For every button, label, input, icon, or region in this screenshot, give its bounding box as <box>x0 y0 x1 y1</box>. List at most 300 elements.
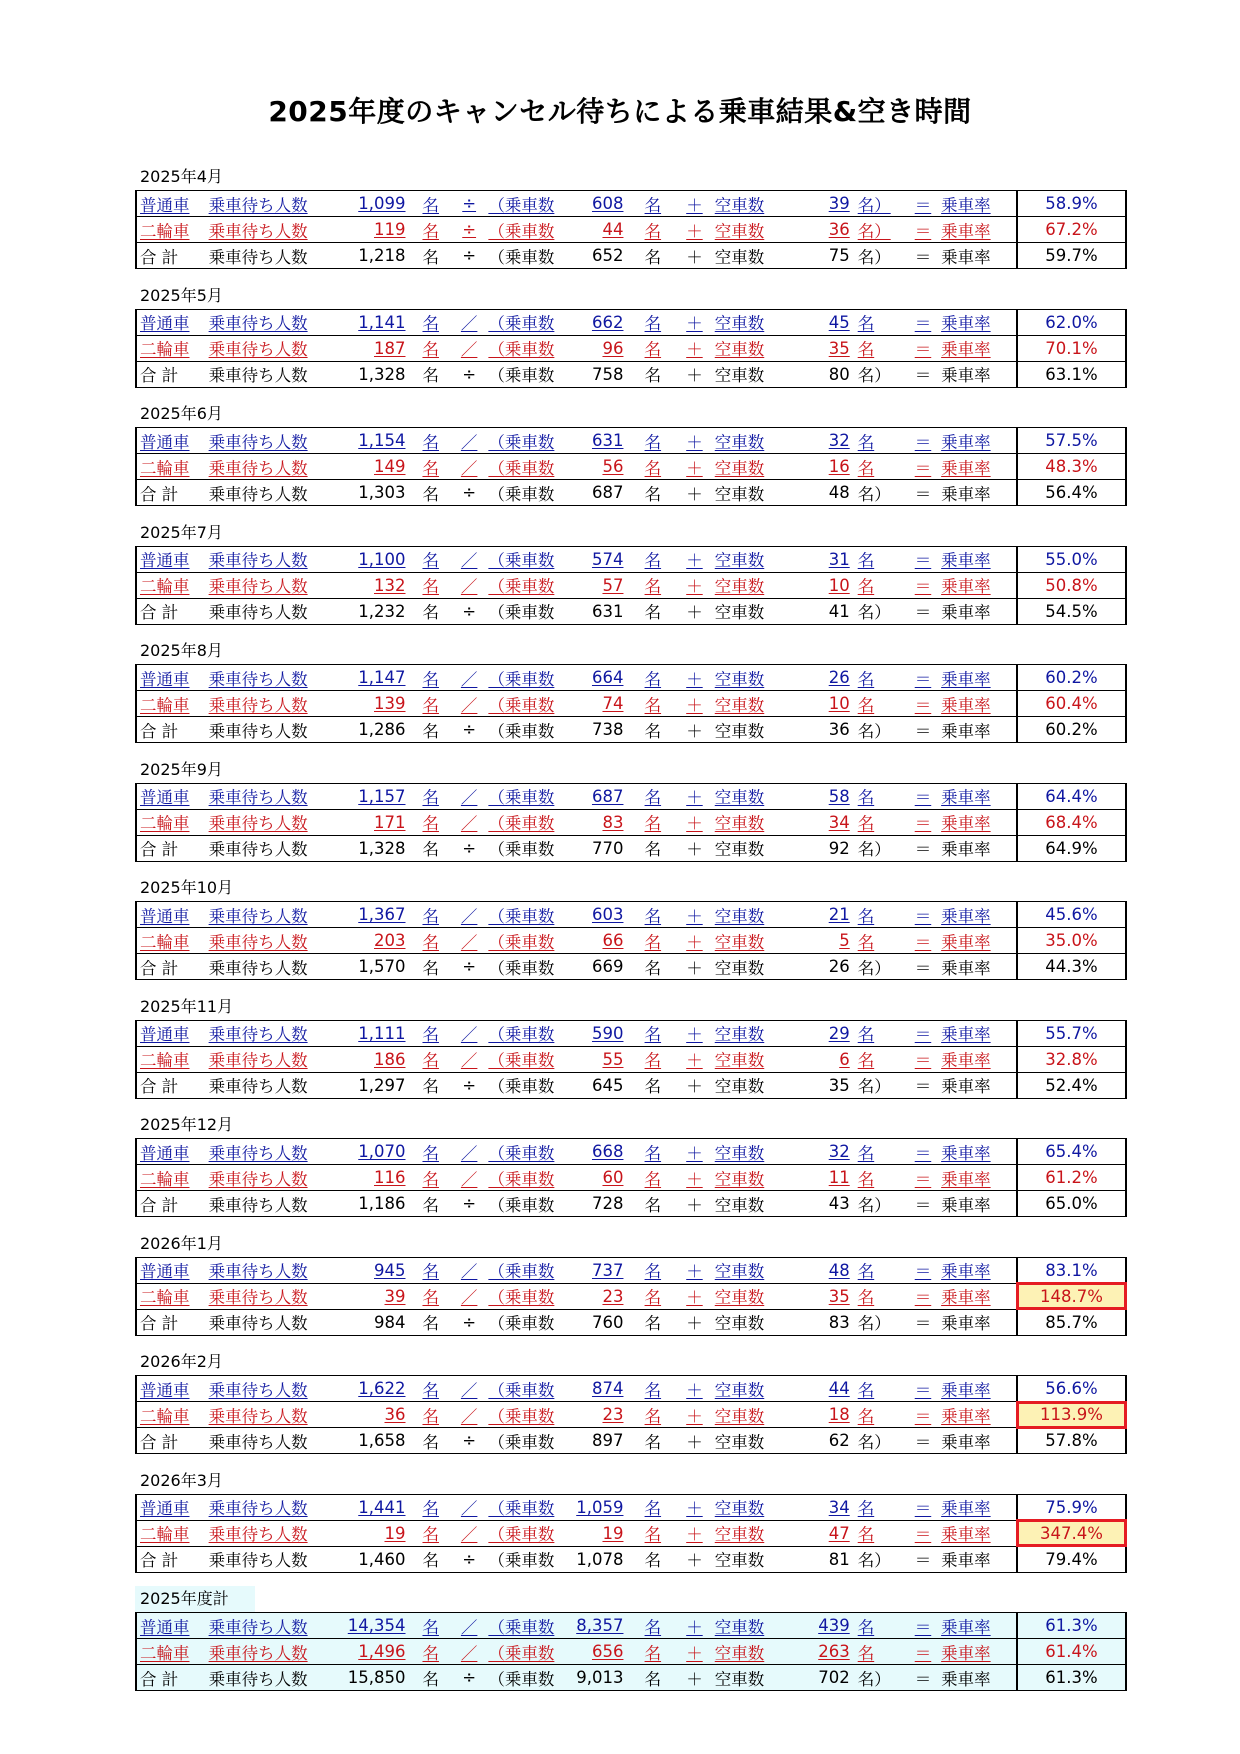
empty-label: 空車数 <box>715 1072 800 1098</box>
operator: ／ <box>450 1613 488 1639</box>
wait-count: 15,850 <box>330 1665 411 1691</box>
wait-label: 乗車待ち人数 <box>209 598 331 624</box>
unit-label: 名 <box>631 1428 674 1454</box>
ride-label: （乗車数 <box>488 783 569 809</box>
ride-label: （乗車数 <box>488 572 569 598</box>
two-wheel-row <box>136 928 1126 954</box>
unit-close-label: 名） <box>856 1072 905 1098</box>
rate-label: 乗車率 <box>941 1665 1017 1691</box>
plus-sign: ＋ <box>674 1309 715 1335</box>
equals-sign: ＝ <box>905 1139 941 1165</box>
total-row <box>136 1546 1126 1572</box>
rate-label: 乗車率 <box>941 598 1017 624</box>
wait-label: 乗車待ち人数 <box>209 191 331 217</box>
plus-sign: ＋ <box>674 454 715 480</box>
ride-count: 758 <box>570 361 632 387</box>
plus-sign: ＋ <box>674 835 715 861</box>
unit-label: 名 <box>412 717 450 743</box>
unit-label: 名 <box>631 1165 674 1191</box>
unit-label: 名 <box>631 454 674 480</box>
ride-label: （乗車数 <box>488 665 569 691</box>
boarding-rate: 61.4% <box>1017 1639 1126 1665</box>
unit-label: 名 <box>412 1191 450 1217</box>
equals-sign: ＝ <box>905 480 941 506</box>
result-table <box>135 309 1127 388</box>
wait-count: 1,070 <box>330 1139 411 1165</box>
normal-car-row <box>136 1376 1126 1402</box>
empty-label: 空車数 <box>715 954 800 980</box>
operator: ／ <box>450 928 488 954</box>
empty-count: 32 <box>800 428 856 454</box>
unit-close-label: 名） <box>856 217 905 243</box>
empty-count: 702 <box>800 1665 856 1691</box>
empty-count: 10 <box>800 691 856 717</box>
wait-label: 乗車待ち人数 <box>209 243 331 269</box>
wait-label: 乗車待ち人数 <box>209 1613 331 1639</box>
plus-sign: ＋ <box>674 1191 715 1217</box>
wait-count: 1,286 <box>330 717 411 743</box>
unit-label: 名 <box>631 309 674 335</box>
wait-count: 1,099 <box>330 191 411 217</box>
ride-label: （乗車数 <box>488 809 569 835</box>
empty-label: 空車数 <box>715 598 800 624</box>
rate-label: 乗車率 <box>941 928 1017 954</box>
empty-count: 75 <box>800 243 856 269</box>
rate-label: 乗車率 <box>941 1494 1017 1520</box>
unit-label: 名 <box>412 1402 450 1428</box>
plus-sign: ＋ <box>674 428 715 454</box>
rate-label: 乗車率 <box>941 217 1017 243</box>
unit-label: 名 <box>412 191 450 217</box>
empty-label: 空車数 <box>715 546 800 572</box>
boarding-rate: 70.1% <box>1017 335 1126 361</box>
ride-label: （乗車数 <box>488 1072 569 1098</box>
result-table <box>135 1138 1127 1217</box>
operator: ／ <box>450 572 488 598</box>
operator: ÷ <box>450 1428 488 1454</box>
operator: ÷ <box>450 480 488 506</box>
ride-count: 60 <box>570 1165 632 1191</box>
empty-label: 空車数 <box>715 1257 800 1283</box>
vehicle-type: 普通車 <box>136 1376 209 1402</box>
unit-label: 名 <box>631 954 674 980</box>
unit-label: 名 <box>631 809 674 835</box>
unit-label: 名 <box>412 480 450 506</box>
plus-sign: ＋ <box>674 902 715 928</box>
ride-label: （乗車数 <box>488 1520 569 1546</box>
wait-count: 1,100 <box>330 546 411 572</box>
unit-close-label: 名） <box>856 717 905 743</box>
wait-label: 乗車待ち人数 <box>209 361 331 387</box>
empty-count: 21 <box>800 902 856 928</box>
operator: ÷ <box>450 1546 488 1572</box>
unit-label: 名 <box>631 243 674 269</box>
unit-label: 名 <box>631 1139 674 1165</box>
empty-count: 35 <box>800 335 856 361</box>
two-wheel-row <box>136 1639 1126 1665</box>
month-label: 2025年10月 <box>140 878 234 897</box>
rate-label: 乗車率 <box>941 1376 1017 1402</box>
unit-label: 名 <box>631 1546 674 1572</box>
unit-label: 名 <box>631 835 674 861</box>
ride-count: 738 <box>570 717 632 743</box>
month-label: 2025年8月 <box>140 641 223 660</box>
unit-label: 名 <box>631 1665 674 1691</box>
vehicle-type: 合 計 <box>136 954 209 980</box>
plus-sign: ＋ <box>674 572 715 598</box>
unit-label: 名 <box>412 902 450 928</box>
empty-label: 空車数 <box>715 1165 800 1191</box>
empty-label: 空車数 <box>715 1191 800 1217</box>
unit-close-label: 名 <box>856 309 905 335</box>
ride-label: （乗車数 <box>488 1494 569 1520</box>
boarding-rate: 55.7% <box>1017 1020 1126 1046</box>
equals-sign: ＝ <box>905 783 941 809</box>
normal-car-row <box>136 665 1126 691</box>
boarding-rate: 83.1% <box>1017 1257 1126 1283</box>
normal-car-row <box>136 546 1126 572</box>
ride-count: 631 <box>570 598 632 624</box>
wait-count: 1,186 <box>330 1191 411 1217</box>
unit-label: 名 <box>412 598 450 624</box>
month-label: 2025年4月 <box>140 167 223 186</box>
wait-label: 乗車待ち人数 <box>209 691 331 717</box>
month-label: 2025年6月 <box>140 404 223 423</box>
empty-count: 31 <box>800 546 856 572</box>
unit-label: 名 <box>631 428 674 454</box>
unit-label: 名 <box>412 1428 450 1454</box>
vehicle-type: 普通車 <box>136 546 209 572</box>
two-wheel-row <box>136 691 1126 717</box>
wait-label: 乗車待ち人数 <box>209 1520 331 1546</box>
unit-close-label: 名 <box>856 1283 905 1309</box>
ride-label: （乗車数 <box>488 954 569 980</box>
ride-count: 44 <box>570 217 632 243</box>
ride-count: 668 <box>570 1139 632 1165</box>
total-row <box>136 598 1126 624</box>
rate-label: 乗車率 <box>941 1428 1017 1454</box>
unit-label: 名 <box>412 1613 450 1639</box>
month-block <box>135 1468 1127 1587</box>
empty-label: 空車数 <box>715 1665 800 1691</box>
plus-sign: ＋ <box>674 546 715 572</box>
rate-label: 乗車率 <box>941 783 1017 809</box>
boarding-rate: 55.0% <box>1017 546 1126 572</box>
wait-count: 1,328 <box>330 835 411 861</box>
boarding-rate: 35.0% <box>1017 928 1126 954</box>
month-label: 2026年2月 <box>140 1352 223 1371</box>
unit-label: 名 <box>412 1283 450 1309</box>
ride-count: 728 <box>570 1191 632 1217</box>
normal-car-row <box>136 902 1126 928</box>
wait-count: 1,157 <box>330 783 411 809</box>
unit-label: 名 <box>412 1665 450 1691</box>
unit-close-label: 名 <box>856 1494 905 1520</box>
equals-sign: ＝ <box>905 1283 941 1309</box>
ride-label: （乗車数 <box>488 598 569 624</box>
equals-sign: ＝ <box>905 1665 941 1691</box>
year-total-block <box>135 1586 1127 1705</box>
empty-label: 空車数 <box>715 480 800 506</box>
month-label: 2025年5月 <box>140 285 223 305</box>
vehicle-type: 合 計 <box>136 598 209 624</box>
plus-sign: ＋ <box>674 809 715 835</box>
unit-label: 名 <box>631 1257 674 1283</box>
ride-label: （乗車数 <box>488 217 569 243</box>
wait-label: 乗車待ち人数 <box>209 1639 331 1665</box>
equals-sign: ＝ <box>905 454 941 480</box>
plus-sign: ＋ <box>674 1428 715 1454</box>
ride-count: 760 <box>570 1309 632 1335</box>
empty-count: 48 <box>800 480 856 506</box>
unit-close-label: 名 <box>856 428 905 454</box>
boarding-rate: 58.9% <box>1017 191 1126 217</box>
operator: ／ <box>450 1283 488 1309</box>
plus-sign: ＋ <box>674 191 715 217</box>
boarding-rate: 113.9% <box>1017 1402 1126 1428</box>
result-table <box>135 1612 1127 1691</box>
vehicle-type: 二輪車 <box>136 809 209 835</box>
boarding-rate: 48.3% <box>1017 454 1126 480</box>
wait-count: 14,354 <box>330 1613 411 1639</box>
boarding-rate: 44.3% <box>1017 954 1126 980</box>
ride-label: （乗車数 <box>488 902 569 928</box>
unit-close-label: 名 <box>856 1402 905 1428</box>
rate-label: 乗車率 <box>941 1020 1017 1046</box>
boarding-rate: 60.2% <box>1017 665 1126 691</box>
unit-label: 名 <box>631 691 674 717</box>
boarding-rate: 61.3% <box>1017 1613 1126 1639</box>
unit-label: 名 <box>412 691 450 717</box>
equals-sign: ＝ <box>905 1165 941 1191</box>
vehicle-type: 二輪車 <box>136 335 209 361</box>
empty-count: 92 <box>800 835 856 861</box>
plus-sign: ＋ <box>674 1046 715 1072</box>
ride-label: （乗車数 <box>488 1639 569 1665</box>
total-row <box>136 1072 1126 1098</box>
plus-sign: ＋ <box>674 954 715 980</box>
normal-car-row <box>136 1257 1126 1283</box>
result-table <box>135 1375 1127 1454</box>
month-block <box>135 994 1127 1113</box>
empty-count: 26 <box>800 665 856 691</box>
boarding-rate: 56.4% <box>1017 480 1126 506</box>
equals-sign: ＝ <box>905 1046 941 1072</box>
wait-count: 186 <box>330 1046 411 1072</box>
boarding-rate: 57.8% <box>1017 1428 1126 1454</box>
empty-count: 62 <box>800 1428 856 1454</box>
wait-label: 乗車待ち人数 <box>209 309 331 335</box>
rate-label: 乗車率 <box>941 572 1017 598</box>
empty-label: 空車数 <box>715 335 800 361</box>
empty-count: 58 <box>800 783 856 809</box>
unit-label: 名 <box>412 335 450 361</box>
empty-count: 35 <box>800 1072 856 1098</box>
equals-sign: ＝ <box>905 928 941 954</box>
normal-car-row <box>136 1020 1126 1046</box>
result-table <box>135 664 1127 743</box>
unit-label: 名 <box>412 835 450 861</box>
unit-label: 名 <box>412 1494 450 1520</box>
vehicle-type: 二輪車 <box>136 454 209 480</box>
unit-label: 名 <box>412 1072 450 1098</box>
empty-count: 29 <box>800 1020 856 1046</box>
unit-close-label: 名 <box>856 902 905 928</box>
empty-label: 空車数 <box>715 783 800 809</box>
wait-count: 1,496 <box>330 1639 411 1665</box>
wait-label: 乗車待ち人数 <box>209 717 331 743</box>
operator: ／ <box>450 335 488 361</box>
equals-sign: ＝ <box>905 691 941 717</box>
ride-label: （乗車数 <box>488 428 569 454</box>
equals-sign: ＝ <box>905 1191 941 1217</box>
boarding-rate: 57.5% <box>1017 428 1126 454</box>
equals-sign: ＝ <box>905 361 941 387</box>
ride-count: 645 <box>570 1072 632 1098</box>
empty-label: 空車数 <box>715 1376 800 1402</box>
boarding-rate: 61.3% <box>1017 1665 1126 1691</box>
empty-label: 空車数 <box>715 902 800 928</box>
month-block <box>135 638 1127 757</box>
rate-label: 乗車率 <box>941 309 1017 335</box>
ride-label: （乗車数 <box>488 1257 569 1283</box>
unit-close-label: 名 <box>856 1139 905 1165</box>
equals-sign: ＝ <box>905 546 941 572</box>
empty-count: 32 <box>800 1139 856 1165</box>
unit-label: 名 <box>412 1139 450 1165</box>
result-table <box>135 1257 1127 1336</box>
two-wheel-row <box>136 1402 1126 1428</box>
boarding-rate: 85.7% <box>1017 1309 1126 1335</box>
wait-label: 乗車待ち人数 <box>209 1283 331 1309</box>
unit-close-label: 名） <box>856 480 905 506</box>
empty-label: 空車数 <box>715 1613 800 1639</box>
unit-close-label: 名 <box>856 1376 905 1402</box>
operator: ／ <box>450 1639 488 1665</box>
empty-count: 44 <box>800 1376 856 1402</box>
unit-close-label: 名） <box>856 243 905 269</box>
operator: ／ <box>450 309 488 335</box>
wait-label: 乗車待ち人数 <box>209 809 331 835</box>
operator: ÷ <box>450 598 488 624</box>
plus-sign: ＋ <box>674 309 715 335</box>
month-block <box>135 520 1127 639</box>
empty-count: 16 <box>800 454 856 480</box>
equals-sign: ＝ <box>905 717 941 743</box>
empty-label: 空車数 <box>715 809 800 835</box>
empty-count: 11 <box>800 1165 856 1191</box>
vehicle-type: 二輪車 <box>136 691 209 717</box>
wait-count: 1,141 <box>330 309 411 335</box>
rate-label: 乗車率 <box>941 243 1017 269</box>
operator: ／ <box>450 454 488 480</box>
unit-label: 名 <box>631 902 674 928</box>
equals-sign: ＝ <box>905 1376 941 1402</box>
ride-count: 574 <box>570 546 632 572</box>
boarding-rate: 148.7% <box>1017 1283 1126 1309</box>
unit-close-label: 名 <box>856 783 905 809</box>
ride-count: 687 <box>570 783 632 809</box>
total-row <box>136 835 1126 861</box>
unit-label: 名 <box>631 1376 674 1402</box>
unit-label: 名 <box>412 783 450 809</box>
empty-label: 空車数 <box>715 1402 800 1428</box>
operator: ／ <box>450 665 488 691</box>
plus-sign: ＋ <box>674 1639 715 1665</box>
vehicle-type: 普通車 <box>136 1257 209 1283</box>
plus-sign: ＋ <box>674 665 715 691</box>
unit-close-label: 名 <box>856 335 905 361</box>
plus-sign: ＋ <box>674 1402 715 1428</box>
total-row <box>136 243 1126 269</box>
plus-sign: ＋ <box>674 217 715 243</box>
unit-label: 名 <box>631 1283 674 1309</box>
ride-count: 652 <box>570 243 632 269</box>
vehicle-type: 合 計 <box>136 243 209 269</box>
ride-label: （乗車数 <box>488 1283 569 1309</box>
unit-close-label: 名） <box>856 1665 905 1691</box>
wait-label: 乗車待ち人数 <box>209 480 331 506</box>
unit-close-label: 名） <box>856 598 905 624</box>
rate-label: 乗車率 <box>941 835 1017 861</box>
boarding-rate: 52.4% <box>1017 1072 1126 1098</box>
two-wheel-row <box>136 1283 1126 1309</box>
empty-count: 34 <box>800 1494 856 1520</box>
operator: ／ <box>450 1020 488 1046</box>
empty-label: 空車数 <box>715 1546 800 1572</box>
normal-car-row <box>136 1494 1126 1520</box>
rate-label: 乗車率 <box>941 1191 1017 1217</box>
unit-label: 名 <box>631 783 674 809</box>
two-wheel-row <box>136 1165 1126 1191</box>
operator: ／ <box>450 691 488 717</box>
empty-count: 39 <box>800 191 856 217</box>
equals-sign: ＝ <box>905 1402 941 1428</box>
ride-count: 608 <box>570 191 632 217</box>
equals-sign: ＝ <box>905 1546 941 1572</box>
ride-label: （乗車数 <box>488 361 569 387</box>
unit-label: 名 <box>631 1639 674 1665</box>
plus-sign: ＋ <box>674 361 715 387</box>
ride-count: 874 <box>570 1376 632 1402</box>
ride-label: （乗車数 <box>488 717 569 743</box>
equals-sign: ＝ <box>905 902 941 928</box>
operator: ÷ <box>450 717 488 743</box>
result-table <box>135 1494 1127 1573</box>
ride-count: 664 <box>570 665 632 691</box>
unit-label: 名 <box>631 546 674 572</box>
empty-label: 空車数 <box>715 1283 800 1309</box>
wait-count: 1,154 <box>330 428 411 454</box>
vehicle-type: 二輪車 <box>136 928 209 954</box>
total-row <box>136 1191 1126 1217</box>
unit-label: 名 <box>412 572 450 598</box>
boarding-rate: 79.4% <box>1017 1546 1126 1572</box>
unit-close-label: 名） <box>856 1546 905 1572</box>
equals-sign: ＝ <box>905 217 941 243</box>
vehicle-type: 合 計 <box>136 1428 209 1454</box>
wait-label: 乗車待ち人数 <box>209 1020 331 1046</box>
rate-label: 乗車率 <box>941 1046 1017 1072</box>
vehicle-type: 二輪車 <box>136 1639 209 1665</box>
operator: ／ <box>450 783 488 809</box>
vehicle-type: 普通車 <box>136 428 209 454</box>
equals-sign: ＝ <box>905 572 941 598</box>
equals-sign: ＝ <box>905 335 941 361</box>
unit-close-label: 名） <box>856 1191 905 1217</box>
ride-label: （乗車数 <box>488 480 569 506</box>
wait-count: 36 <box>330 1402 411 1428</box>
